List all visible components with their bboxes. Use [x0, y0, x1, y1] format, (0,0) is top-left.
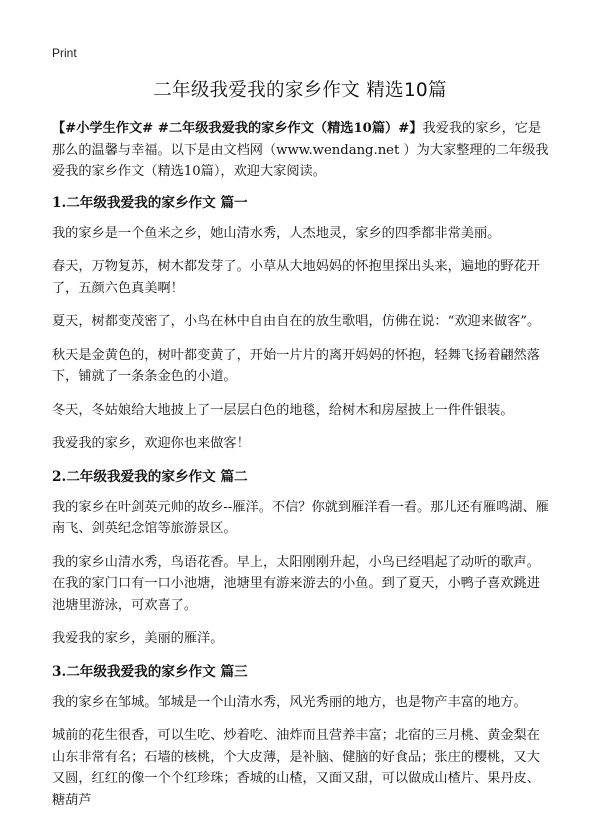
section-heading: 3.二年级我爱我的家乡作文 篇三: [52, 663, 248, 680]
intro-text: 我爱我的家乡，它是那么的温馨与幸福。以下是由文档网（www.wendang.net ）为大家整理的二年级我爱我的家乡作文（精选10篇），欢迎大家阅读。: [52, 121, 549, 179]
essay-section-1: [52, 193, 552, 455]
essay-section-3: [52, 662, 552, 812]
paragraph: 我的家乡是一个鱼米之乡，她山清水秀，人杰地灵，家乡的四季都非常美丽。: [52, 225, 501, 241]
paragraph: 夏天，树都变茂密了，小鸟在林中自由自在的放生歌唱，仿佛在说：“欢迎来做客”。: [52, 314, 541, 329]
paragraph: 秋天是金黄色的，树叶都变黄了，开始一片片的离开妈妈的怀抱，轻舞飞扬着翩然落下，铺就了一条条金色的小道。: [52, 347, 540, 384]
paragraph: 我的家乡在邹城。邹城是一个山清水秀，风光秀丽的地方，也是物产丰富的地方。: [52, 694, 527, 710]
paragraph: 城前的花生很香，可以生吃、炒着吃、油炸而且营养丰富；北宿的三月桃、黄金梨在山东非常有名；石墙的核桃，个大皮薄，是补脑、健脑的好食品；张庄的樱桃，又大又圆，红红的像一个个红珍珠；香城的山楂，又面又甜，可以做成山楂片、果丹皮、糖葫芦: [52, 728, 540, 808]
paragraph: 我爱我的家乡，欢迎你也来做客！: [52, 436, 250, 451]
essay-section-2: [52, 467, 552, 650]
intro-paragraph: [52, 118, 552, 183]
paragraph: 我的家乡在叶剑英元帅的故乡--雁洋。不信？你就到雁洋看一看。那儿还有雁鸣湖、雁南飞、剑英纪念馆等旅游景区。: [52, 499, 549, 536]
section-heading: 1.二年级我爱我的家乡作文 篇一: [52, 194, 248, 211]
section-heading: 2.二年级我爱我的家乡作文 篇二: [52, 468, 248, 485]
print-link[interactable]: Print: [52, 46, 77, 60]
intro-tag: 【#小学生作文# #二年级我爱我的家乡作文（精选10篇）#】: [52, 121, 423, 136]
paragraph: 冬天，冬姑娘给大地披上了一层层白色的地毯，给树木和房屋披上一件件银装。: [52, 402, 514, 418]
page-title: 二年级我爱我的家乡作文 精选10篇: [153, 80, 447, 101]
paragraph: 我爱我的家乡，美丽的雁洋。: [52, 631, 224, 646]
paragraph: 我的家乡山清水秀，鸟语花香。早上，太阳刚刚升起，小鸟已经唱起了动听的歌声。在我的家门口有一口小池塘，池塘里有游来游去的小鱼。到了夏天，小鸭子喜欢跳进池塘里游泳，可欢喜了。: [52, 554, 540, 613]
paragraph: 春天，万物复苏，树木都发芽了。小草从大地妈妈的怀抱里探出头来，遍地的野花开了，五颜六色真美啊！: [52, 259, 540, 296]
article-body: [52, 118, 552, 823]
